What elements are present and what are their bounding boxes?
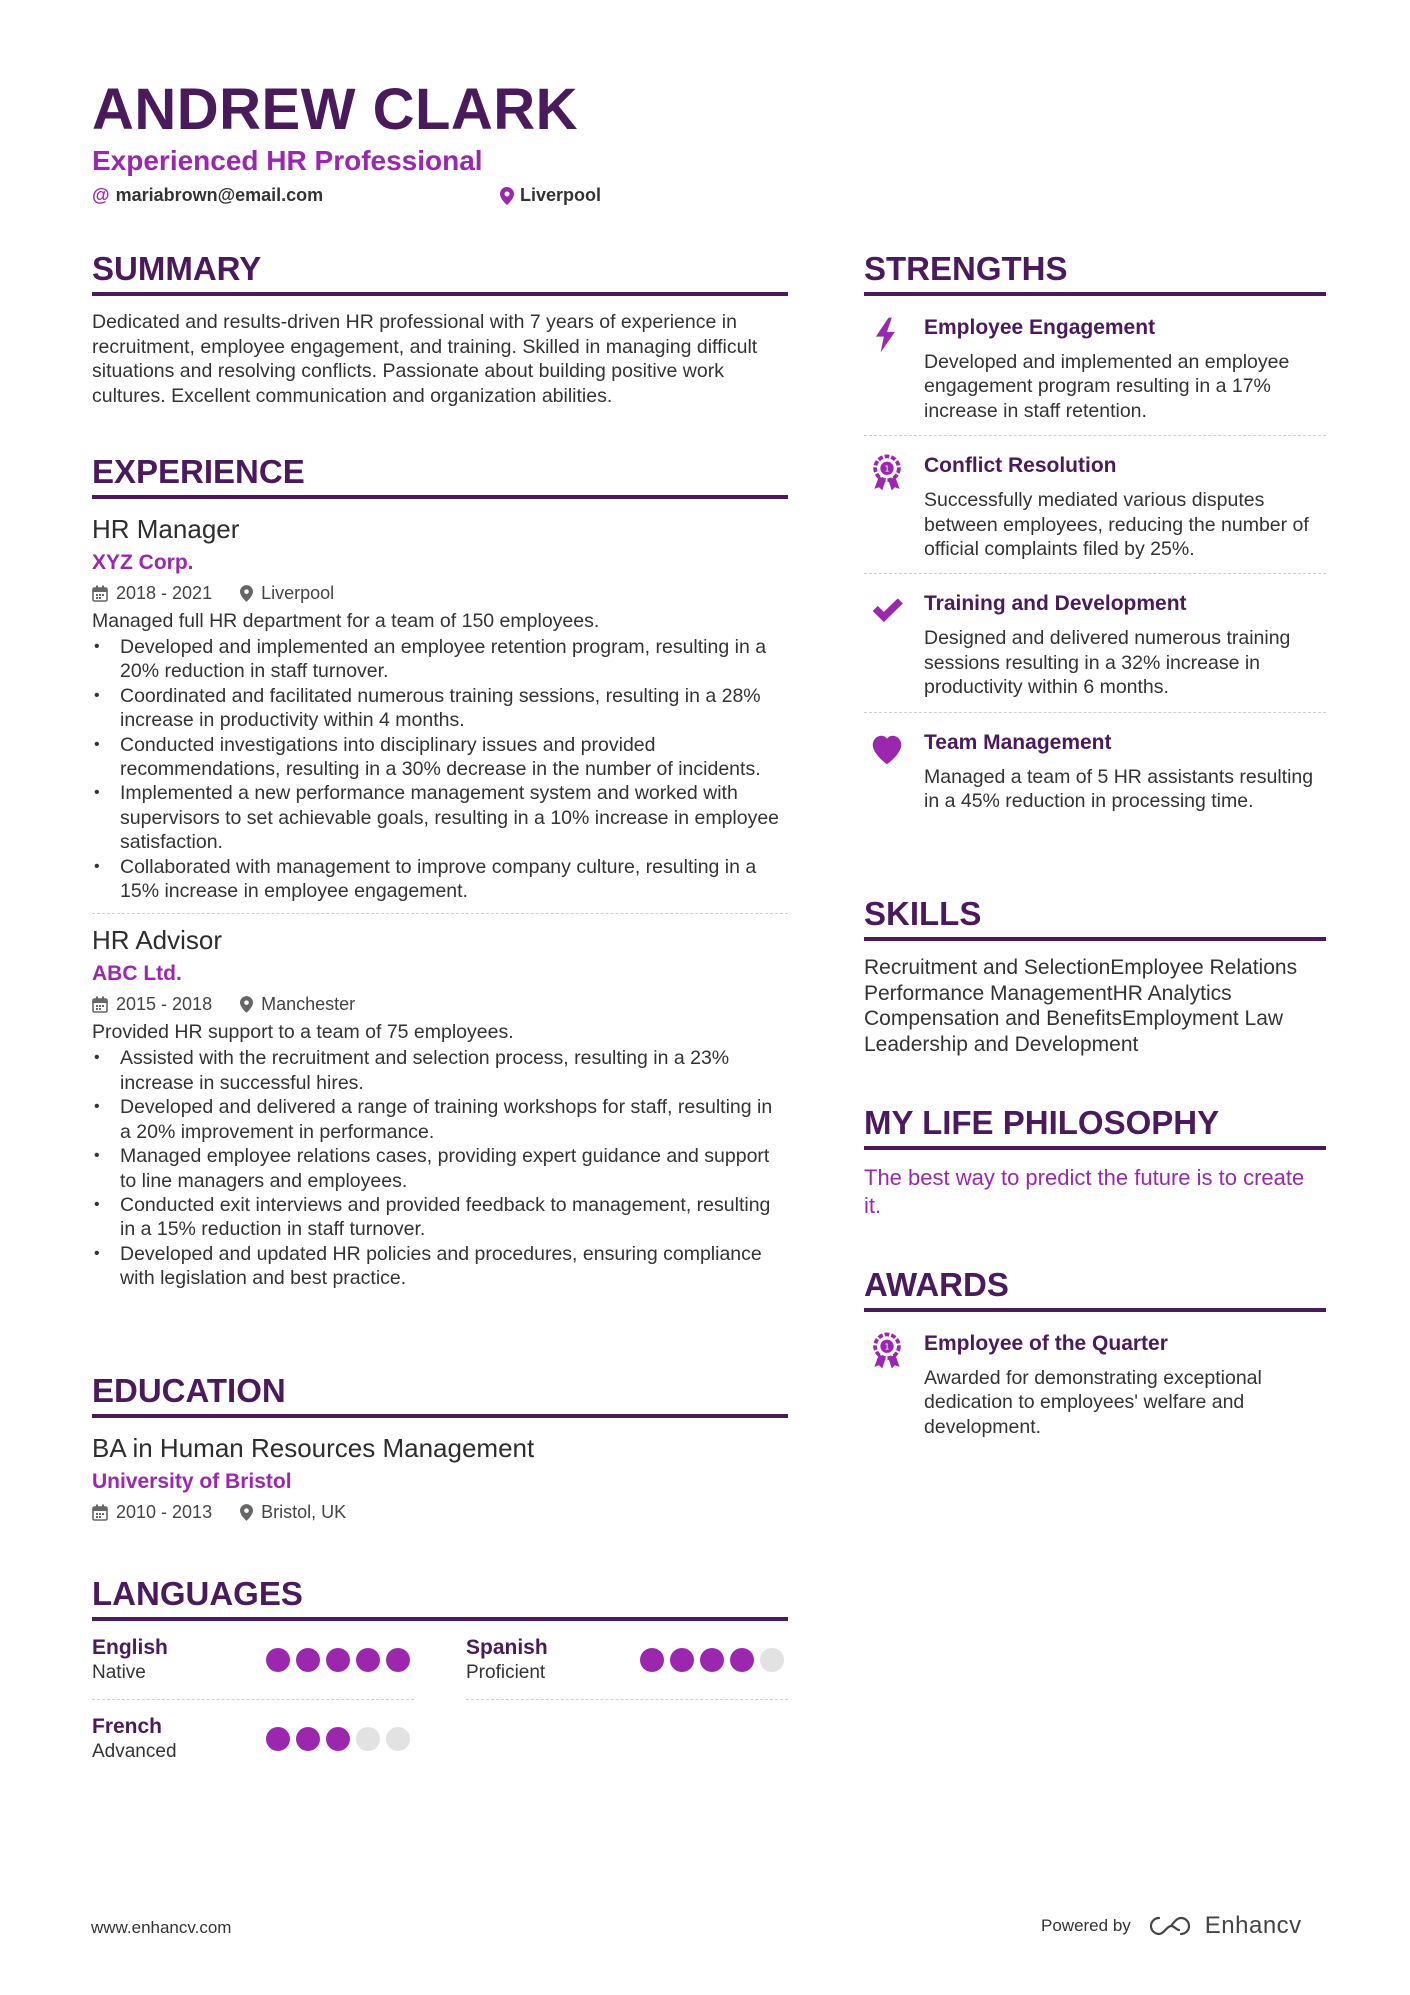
rating-dot-filled	[356, 1648, 380, 1672]
philosophy-title: MY LIFE PHILOSOPHY	[864, 1104, 1326, 1150]
rating-dot-filled	[326, 1727, 350, 1751]
strength-description: Successfully mediated various disputes between employees, reducing the number of official complaints filed by 25%.	[924, 489, 1309, 561]
job-company: ABC Ltd.	[92, 962, 182, 986]
powered-by-label: Powered by	[1041, 1916, 1131, 1935]
heart-icon	[868, 731, 906, 769]
job-bullet: • Assisted with the recruitment and selection process, resulting in a 23% increase in successful hires.	[92, 1046, 788, 1095]
strength-item	[864, 314, 1326, 423]
skills-section	[864, 895, 1326, 1057]
award-ribbon-icon	[868, 454, 906, 492]
divider	[92, 1699, 414, 1700]
skills-line: Leadership and Development	[864, 1032, 1139, 1056]
divider	[92, 913, 788, 914]
rating-dot-filled	[670, 1648, 694, 1672]
rating-dot-filled	[700, 1648, 724, 1672]
job-description: Provided HR support to a team of 75 employees.	[92, 1021, 514, 1044]
summary-title: SUMMARY	[92, 250, 788, 296]
language-rating	[640, 1648, 784, 1672]
job-bullet: • Developed and delivered a range of training workshops for staff, resulting in a 20% improvement in performance.	[92, 1095, 788, 1144]
job-bullet: • Developed and implemented an employee retention program, resulting in a 20% reduction in staff turnover.	[92, 635, 788, 684]
rating-dot-empty	[386, 1727, 410, 1751]
rating-dot-empty	[356, 1727, 380, 1751]
job-dates: 2015 - 2018	[116, 994, 213, 1015]
degree-title: BA in Human Resources Management	[92, 1433, 535, 1463]
enhancv-logo-icon	[1145, 1913, 1191, 1939]
job-meta	[92, 581, 788, 605]
languages-section	[92, 1575, 788, 1775]
language-name: Spanish	[466, 1636, 548, 1659]
rating-dot-filled	[266, 1648, 290, 1672]
skills-line: Performance ManagementHR Analytics	[864, 981, 1232, 1005]
job-bullets	[92, 635, 788, 903]
contact-email[interactable]	[92, 185, 323, 206]
location-pin-icon	[240, 585, 253, 602]
strength-title: Team Management	[924, 730, 1112, 754]
at-sign-icon: @	[92, 185, 110, 205]
experience-section	[92, 453, 788, 1291]
candidate-headline: Experienced HR Professional	[92, 145, 483, 176]
brand-name: Enhancv	[1204, 1912, 1302, 1939]
skills-list	[864, 955, 1326, 1057]
philosophy-section	[864, 1104, 1326, 1220]
job-bullet: • Conducted investigations into disciplinary issues and provided recommendations, resulting in a 30% decrease in the number of incidents.	[92, 733, 788, 782]
education-dates: 2010 - 2013	[116, 1502, 213, 1522]
experience-title: EXPERIENCE	[92, 453, 788, 499]
award-description: Awarded for demonstrating exceptional dedication to employees' welfare and development.	[924, 1367, 1262, 1438]
language-rating	[266, 1648, 410, 1672]
language-rating	[266, 1727, 410, 1751]
philosophy-quote: The best way to predict the future is to create it.	[864, 1165, 1305, 1218]
strength-title: Conflict Resolution	[924, 454, 1117, 478]
award-item	[864, 1330, 1326, 1439]
language-level: Native	[92, 1662, 146, 1683]
divider	[864, 712, 1326, 713]
job-location: Liverpool	[261, 583, 335, 603]
job-title: HR Manager	[92, 514, 240, 544]
rating-dot-filled	[386, 1648, 410, 1672]
strength-title: Training and Development	[924, 592, 1187, 616]
strength-description: Designed and delivered numerous training sessions resulting in a 32% increase in productivity within 6 months.	[924, 627, 1291, 699]
svg-text:1: 1	[884, 464, 890, 474]
education-meta	[92, 1500, 788, 1524]
job-entry	[92, 513, 788, 903]
awards-section	[864, 1266, 1326, 1439]
divider	[466, 1699, 788, 1700]
location-pin-icon	[240, 1504, 253, 1521]
rating-dot-filled	[730, 1648, 754, 1672]
job-bullet: • Coordinated and facilitated numerous training sessions, resulting in a 28% increase in productivity within 4 months.	[92, 684, 788, 733]
job-entry	[92, 924, 788, 1290]
education-location: Bristol, UK	[261, 1502, 347, 1522]
skills-title: SKILLS	[864, 895, 1326, 941]
awards-title: AWARDS	[864, 1266, 1326, 1312]
divider	[864, 573, 1326, 574]
job-location: Manchester	[261, 994, 356, 1015]
svg-text:1: 1	[884, 1342, 890, 1352]
job-bullet: • Managed employee relations cases, providing expert guidance and support to line managers and employees.	[92, 1144, 788, 1193]
footer-website-link[interactable]: www.enhancv.com	[91, 1918, 232, 1937]
job-title: HR Advisor	[92, 925, 223, 956]
strength-item	[864, 729, 1326, 814]
summary-text: Dedicated and results-driven HR professional with 7 years of experience in recruitment, employee engagement, and training. Skilled in managing difficult situations and resolving conflicts. Passionate about building positive work cultures. Excellent communication and organization abilities.	[92, 311, 758, 407]
strength-description: Managed a team of 5 HR assistants resulting in a 45% reduction in processing time.	[924, 765, 1314, 813]
language-name: French	[92, 1715, 163, 1738]
language-item	[466, 1635, 788, 1715]
location-pin-icon	[240, 996, 253, 1013]
calendar-icon	[92, 1504, 108, 1521]
strength-title: Employee Engagement	[924, 316, 1156, 339]
rating-dot-filled	[266, 1727, 290, 1751]
award-ribbon-icon	[868, 1332, 906, 1370]
job-bullets	[92, 1046, 788, 1290]
strengths-section	[864, 250, 1326, 813]
language-level: Advanced	[92, 1741, 177, 1762]
contact-location	[500, 185, 601, 206]
rating-dot-filled	[296, 1648, 320, 1672]
job-meta	[92, 992, 788, 1016]
education-section	[92, 1372, 788, 1524]
checkmark-icon	[868, 592, 906, 630]
email-text: mariabrown@email.com	[115, 185, 324, 205]
rating-dot-filled	[640, 1648, 664, 1672]
rating-dot-empty	[760, 1648, 784, 1672]
skills-line: Recruitment and SelectionEmployee Relations	[864, 956, 1298, 979]
award-title: Employee of the Quarter	[924, 1332, 1168, 1355]
education-title: EDUCATION	[92, 1372, 788, 1418]
strength-item	[864, 452, 1326, 561]
strength-item	[864, 590, 1326, 699]
location-text: Liverpool	[520, 185, 602, 205]
job-dates: 2018 - 2021	[116, 583, 213, 603]
rating-dot-filled	[326, 1648, 350, 1672]
job-company: XYZ Corp.	[92, 551, 194, 574]
languages-title: LANGUAGES	[92, 1575, 788, 1621]
language-name: English	[92, 1636, 168, 1659]
skills-line: Compensation and BenefitsEmployment Law	[864, 1007, 1284, 1030]
job-bullet: • Implemented a new performance management system and worked with supervisors to set achievable goals, resulting in a 10% increase in employee satisfaction.	[92, 781, 788, 854]
candidate-name: ANDREW CLARK	[92, 77, 579, 142]
summary-section	[92, 250, 788, 408]
job-bullet: • Developed and updated HR policies and procedures, ensuring compliance with legislation and best practice.	[92, 1242, 788, 1291]
language-level: Proficient	[466, 1662, 546, 1683]
job-bullet: • Conducted exit interviews and provided feedback to management, resulting in a 15% reduction in staff turnover.	[92, 1193, 788, 1242]
job-bullet: • Collaborated with management to improve company culture, resulting in a 15% increase in employee engagement.	[92, 855, 788, 904]
rating-dot-filled	[296, 1727, 320, 1751]
location-pin-icon	[500, 187, 514, 205]
divider	[864, 435, 1326, 436]
language-item	[92, 1635, 414, 1715]
job-description: Managed full HR department for a team of 150 employees.	[92, 610, 600, 632]
calendar-icon	[92, 585, 108, 602]
language-item	[92, 1714, 414, 1774]
strengths-title: STRENGTHS	[864, 250, 1326, 296]
lightning-icon	[868, 316, 906, 354]
school-name: University of Bristol	[92, 1470, 292, 1493]
footer-branding[interactable]	[1041, 1912, 1302, 1940]
calendar-icon	[92, 996, 108, 1013]
strength-description: Developed and implemented an employee engagement program resulting in a 17% increase in staff retention.	[924, 351, 1290, 422]
